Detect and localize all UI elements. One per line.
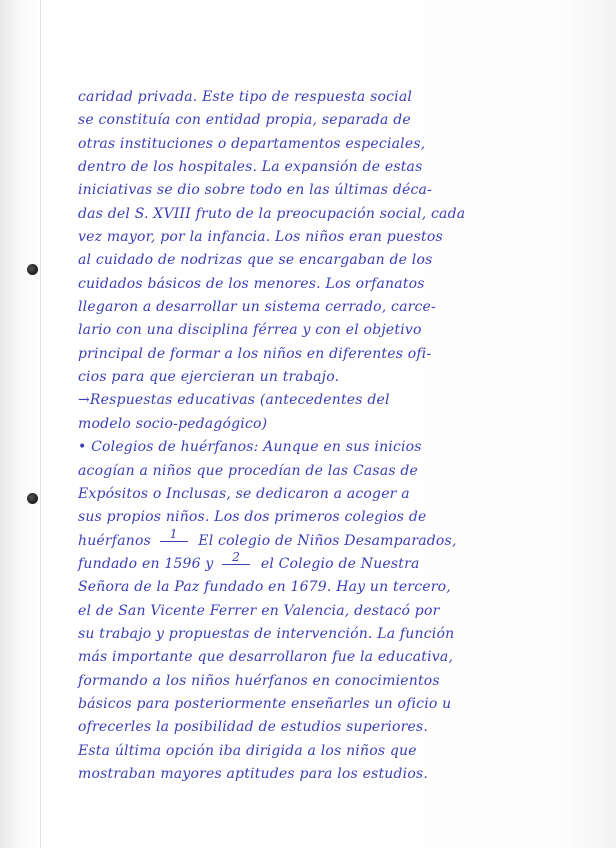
text-line: ofrecerles la posibilidad de estudios superiores. <box>78 719 429 736</box>
text-line: al cuidado de nodrizas que se encargaban de los <box>78 252 433 269</box>
text-line: el de San Vicente Ferrer en Valencia, destacó por <box>78 602 440 619</box>
text-line <box>78 549 568 576</box>
text-line: cuidados básicos de los menores. Los orfanatos <box>78 275 425 292</box>
line-fragment: el Colegio de Nuestra <box>260 555 420 572</box>
text-line: • Colegios de huérfanos: Aunque en sus inicios <box>78 439 422 456</box>
handwritten-text-block <box>78 86 568 786</box>
text-line: su trabajo y propuestas de intervención. La función <box>78 625 455 642</box>
marker-underline <box>160 541 188 542</box>
text-line: acogían a niños que procedían de las Casas de <box>78 462 419 479</box>
text-line: caridad privada. Este tipo de respuesta social <box>78 89 413 105</box>
text-line: iniciativas se dio sobre todo en las últimas déca- <box>78 182 432 199</box>
text-line: lario con una disciplina férrea y con el objetivo <box>78 322 422 339</box>
text-line: Esta última opción iba dirigida a los niños que <box>78 742 417 759</box>
text-line: principal de formar a los niños en diferentes ofi- <box>78 345 432 362</box>
text-line: modelo socio-pedagógico) <box>78 415 268 432</box>
marker-underline <box>222 564 250 565</box>
text-line: cios para que ejercieran un trabajo. <box>78 369 340 386</box>
text-line <box>78 526 568 553</box>
punch-hole-icon <box>27 493 38 504</box>
footnote-marker-one: 1 <box>160 530 188 542</box>
text-line: formando a los niños huérfanos en conocimientos <box>78 672 440 689</box>
text-line: más importante que desarrollaron fue la educativa, <box>78 649 454 666</box>
text-line: Señora de la Paz fundado en 1679. Hay un tercero, <box>78 579 451 596</box>
text-line: otras instituciones o departamentos especiales, <box>78 135 426 152</box>
line-fragment: huérfanos <box>78 532 151 549</box>
text-line: llegaron a desarrollar un sistema cerrado, carce- <box>78 299 436 316</box>
text-line: se constituía con entidad propia, separada de <box>78 112 411 129</box>
text-line: dentro de los hospitales. La expansión de estas <box>78 159 423 176</box>
text-line: mostraban mayores aptitudes para los estudios. <box>78 765 428 782</box>
text-line: vez mayor, por la infancia. Los niños eran puestos <box>78 229 443 246</box>
text-line: Expósitos o Inclusas, se dedicaron a acoger a <box>78 485 410 502</box>
text-line: das del S. XVIII fruto de la preocupación social, cada <box>78 205 466 222</box>
punch-hole-icon <box>27 264 38 275</box>
text-line: sus propios niños. Los dos primeros colegios de <box>78 509 427 526</box>
page-margin-binding <box>0 0 41 848</box>
text-line: →Respuestas educativas (antecedentes del <box>78 392 390 409</box>
text-line: básicos para posteriormente enseñarles un oficio u <box>78 695 452 712</box>
line-fragment: fundado en 1596 y <box>78 555 214 572</box>
line-fragment: El colegio de Niños Desamparados, <box>198 532 457 549</box>
footnote-marker-two: 2 <box>222 553 250 565</box>
